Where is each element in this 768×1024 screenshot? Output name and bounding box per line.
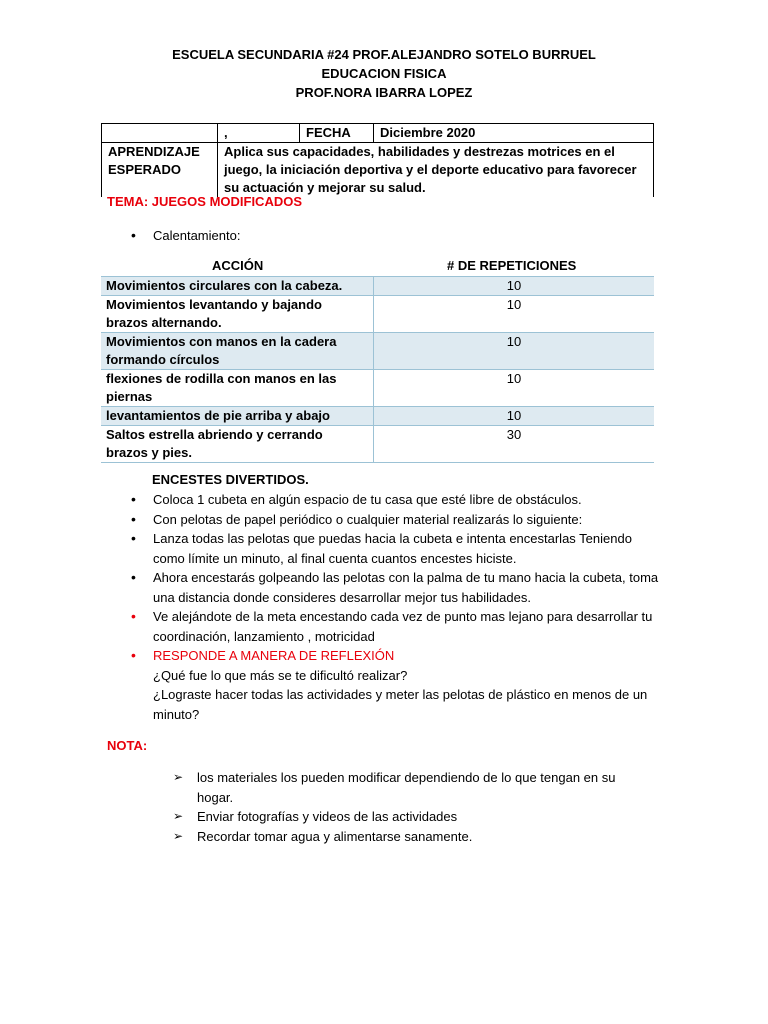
column-header-reps: # DE REPETICIONES [447,258,577,273]
school-name: ESCUELA SECUNDARIA #24 PROF.ALEJANDRO SOTELO BURRUEL [172,47,596,62]
info-cell-aprendizaje-text: Aplica sus capacidades, habilidades y destrezas motrices en el juego, la iniciación deportiva y el deporte educativo para favorecer su actuación y mejorar su salud. [218,143,654,198]
exercise-action: flexiones de rodilla con manos en las piernas [101,370,374,407]
arrow-bullet-icon: ➢ [173,809,184,823]
nota-item-text: Enviar fotografías y videos de las actividades [197,809,458,824]
exercise-action: Movimientos con manos en la cadera formando círculos [101,333,374,370]
info-cell-comma: , [218,124,300,143]
reflection-question-1: ¿Qué fue lo que más se te dificultó realizar? [153,667,408,683]
exercise-action: Movimientos circulares con la cabeza. [101,277,374,296]
encestes-title: ENCESTES DIVERTIDOS. [152,472,309,487]
exercise-reps: 30 [374,426,655,463]
list-item: • Ahora encestarás golpeando las pelotas con la palma de tu mano hacia la cubeta, toma una distancia donde consideres desarrollar mejor tus habilidades. [131,568,661,607]
warmup-list [131,226,240,246]
aprendizaje-label-line2: ESPERADO [108,162,181,177]
teacher-name: PROF.NORA IBARRA LOPEZ [295,85,473,100]
document-header [0,45,768,102]
arrow-bullet-icon: ➢ [173,828,184,843]
list-item: • Lanza todas las pelotas que puedas hacia la cubeta e intenta encestarlas Teniendo como límite un minuto, al final cuenta cuantos encestes hiciste. [131,529,661,568]
table-row [101,370,654,407]
exercise-reps: 10 [374,296,655,333]
exercise-action: levantamientos de pie arriba y abajo [101,407,374,426]
list-item [173,768,643,807]
tema-title: TEMA: JUEGOS MODIFICADOS [107,194,303,209]
exercise-action: Movimientos levantando y bajando brazos alternando. [101,296,374,333]
subject-name: EDUCACION FISICA [321,66,447,81]
list-item: • Ve alejándote de la meta encestando cada vez de punto mas lejano para desarrollar tu coordinación, lanzamiento , motricidad [131,607,661,646]
nota-item-text: Recordar tomar agua y alimentarse sanamente. [197,828,473,844]
info-row-date [102,124,654,143]
table-row [101,277,654,296]
exercise-table [101,276,654,463]
column-header-action: ACCIÓN [212,258,264,273]
list-item: • Coloca 1 cubeta en algún espacio de tu casa que esté libre de obstáculos. [131,490,661,510]
nota-title: NOTA: [107,738,148,753]
exercise-reps: 10 [374,277,655,296]
warmup-item: • Calentamiento: [131,226,240,246]
info-row-aprendizaje [102,143,654,198]
encestes-list [131,490,661,724]
table-row [101,407,654,426]
exercise-reps: 10 [374,407,655,426]
exercise-reps: 10 [374,370,655,407]
list-item [173,827,643,847]
info-cell-fecha-label: FECHA [300,124,374,143]
reflection-question-2: ¿Lograste hacer todas las actividades y meter las pelotas de plástico en menos de un minuto? [153,687,648,722]
arrow-bullet-icon: ➢ [173,770,184,784]
info-cell-fecha-value: Diciembre 2020 [374,124,654,143]
aprendizaje-label-line1: APRENDIZAJE [108,144,200,159]
table-row [101,296,654,333]
reflection-item [131,646,661,724]
info-table [101,123,654,197]
table-row [101,333,654,370]
info-cell-empty [102,124,218,143]
nota-item-text: los materiales los pueden modificar dependiendo de lo que tengan en su hogar. [197,770,616,805]
nota-list [173,768,643,846]
list-item: • Con pelotas de papel periódico o cualquier material realizarás lo siguiente: [131,510,661,530]
exercise-action: Saltos estrella abriendo y cerrando brazos y pies. [101,426,374,463]
exercise-reps: 10 [374,333,655,370]
info-cell-aprendizaje-label [102,143,218,198]
table-row [101,426,654,463]
reflection-title: • RESPONDE A MANERA DE REFLEXIÓN [153,648,395,663]
list-item [173,807,643,827]
